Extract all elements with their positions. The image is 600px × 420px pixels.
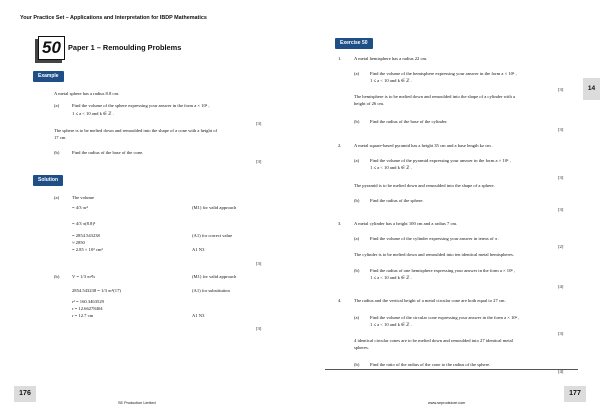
question-marks: [3]: [558, 207, 564, 212]
solution-a-line: = 2.85 × 10³ cm³: [72, 247, 103, 252]
question-marks: [3]: [558, 127, 564, 132]
solution-a-line: = 2854.543238: [72, 233, 100, 238]
solution-b-note: (M1) for valid approach: [192, 274, 237, 279]
question-part-text: Find the radius of one hemisphere expressing your answer in the form a × 10ᵏ ,: [370, 268, 516, 273]
example-part-b-label: (b): [54, 150, 60, 155]
example-part-a-marks: [3]: [256, 121, 262, 126]
question-part-text: 1 ≤ a < 10 and k ∈ ℤ .: [370, 322, 412, 327]
solution-a-note: (A1) for correct value: [192, 233, 233, 238]
publisher-website: www.seprodstore.com: [428, 401, 466, 405]
solution-b-line: r² = 160.3463529: [72, 299, 104, 304]
solution-a-note: A1 N3: [192, 247, 205, 252]
solution-b-line: 2854.543238 = 1/3 πr²(17): [72, 288, 121, 293]
exercise-label: Exercise 50: [335, 38, 373, 49]
question-part-text: Find the volume of the pyramid expressing your answer in the form a × 10ᵏ ,: [370, 158, 511, 163]
solution-part-a-label: (a): [54, 195, 60, 200]
question-stem: The radius and the vertical height of a metal circular cone are both equal to 27 cm.: [354, 298, 506, 303]
question-part-text: 1 ≤ a < 10 and k ∈ ℤ .: [370, 275, 412, 280]
question-number: 1.: [338, 56, 342, 61]
question-number: 2.: [338, 143, 342, 148]
solution-a-line: = 4/3 πr³: [72, 205, 88, 210]
question-mid-text: height of 26 cm.: [354, 101, 385, 106]
question-part-text: Find the radius of the sphere.: [370, 198, 424, 203]
question-mid-text: The hemisphere is to be melted down and remoulded into the shape of a cylinder with a: [354, 94, 515, 99]
solution-b-line: r = 12.66278404: [72, 306, 103, 311]
question-mid-text: 4 identical circular cones are to be melted down and remoulded into 27 identical metal: [354, 338, 513, 343]
solution-part-b-label: (b): [54, 274, 60, 279]
question-stem: A metal cylinder has a height 100 cm and a radius 7 cm.: [354, 221, 458, 226]
solution-b-line: V = 1/3 πr²h: [72, 274, 95, 279]
question-mid-text: The pyramid is to be melted down and remoulded into the shape of a sphere.: [354, 183, 495, 188]
example-part-b-text: Find the radius of the base of the cone.: [72, 150, 144, 155]
question-part-text: Find the volume of the cylinder expressing your answer in terms of π .: [370, 236, 500, 241]
example-part-a-line2: 1 ≤ a < 10 and k ∈ ℤ .: [72, 111, 114, 116]
book-header: Your Practice Set – Applications and Interpretation for IBDP Mathematics: [20, 15, 207, 21]
example-label: Example: [33, 71, 64, 82]
question-marks: [2]: [558, 244, 564, 249]
question-number: 4.: [338, 298, 342, 303]
question-marks: [3]: [558, 331, 564, 336]
question-mid-text: The cylinder is to be melted down and remoulded into ten identical metal hemispheres.: [354, 252, 514, 257]
question-part-label: (a): [354, 71, 360, 76]
question-part-text: Find the ratio of the radius of the cone to the radius of the sphere.: [370, 362, 491, 367]
question-part-text: 1 ≤ a < 10 and k ∈ ℤ .: [370, 165, 412, 170]
solution-a-line: ≈ 2850: [72, 240, 85, 245]
question-mid-text: spheres.: [354, 345, 369, 350]
question-marks: [4]: [558, 284, 564, 289]
question-part-label: (a): [354, 236, 360, 241]
question-part-label: (b): [354, 119, 360, 124]
publisher-name: SE Production Limited: [118, 401, 156, 405]
chapter-number-badge: 50: [38, 36, 65, 60]
left-page-number: 176: [14, 386, 36, 402]
solution-label: Solution: [33, 175, 63, 186]
question-part-text: Find the volume of the circular cone expressing your answer in the form a × 10ᵏ ,: [370, 315, 520, 320]
solution-b-note: A1 N3: [192, 313, 205, 318]
question-marks: [3]: [558, 87, 564, 92]
example-part-a-line1: Find the volume of the sphere expressing your answer in the form a × 10ᵏ ,: [72, 103, 210, 108]
question-marks: [3]: [558, 175, 564, 180]
example-mid-line2: 17 cm.: [54, 135, 67, 140]
solution-b-line: r = 12.7 cm: [72, 313, 94, 318]
chapter-title: Paper 1 – Remoulding Problems: [68, 43, 182, 52]
question-number: 3.: [338, 221, 342, 226]
question-part-text: Find the radius of the base of the cylinder.: [370, 119, 448, 124]
solution-a-line: = 4/3 π(8.8)³: [72, 221, 96, 226]
right-page-number: 177: [564, 386, 586, 402]
question-part-label: (b): [354, 198, 360, 203]
solution-part-b-marks: [3]: [256, 326, 262, 331]
question-marks: [4]: [558, 369, 564, 374]
question-part-label: (a): [354, 315, 360, 320]
question-part-label: (b): [354, 362, 360, 367]
example-mid-line1: The sphere is to be melted down and remoulded into the shape of a cone with a height of: [54, 128, 218, 133]
question-part-label: (b): [354, 268, 360, 273]
chapter-side-tab: 14: [583, 78, 600, 100]
example-intro: A metal sphere has a radius 8.8 cm.: [54, 91, 120, 96]
example-part-b-marks: [3]: [256, 159, 262, 164]
question-part-label: (a): [354, 158, 360, 163]
question-stem: A metal square-based pyramid has a height 35 cm and a base length kz cm .: [354, 143, 494, 148]
solution-a-note: (M1) for valid approach: [192, 205, 237, 210]
solution-b-note: (A1) for substitution: [192, 288, 230, 293]
question-stem: A metal hemisphere has a radius 22 cm.: [354, 56, 428, 61]
example-part-a-label: (a): [54, 103, 60, 108]
question-part-text: Find the volume of the hemisphere expressing your answer in the form a × 10ᵏ ,: [370, 71, 517, 76]
page-divider-line: [325, 369, 578, 370]
question-part-text: 1 ≤ a < 10 and k ∈ ℤ .: [370, 78, 412, 83]
solution-a-line: The volume: [72, 195, 95, 200]
solution-part-a-marks: [3]: [256, 261, 262, 266]
